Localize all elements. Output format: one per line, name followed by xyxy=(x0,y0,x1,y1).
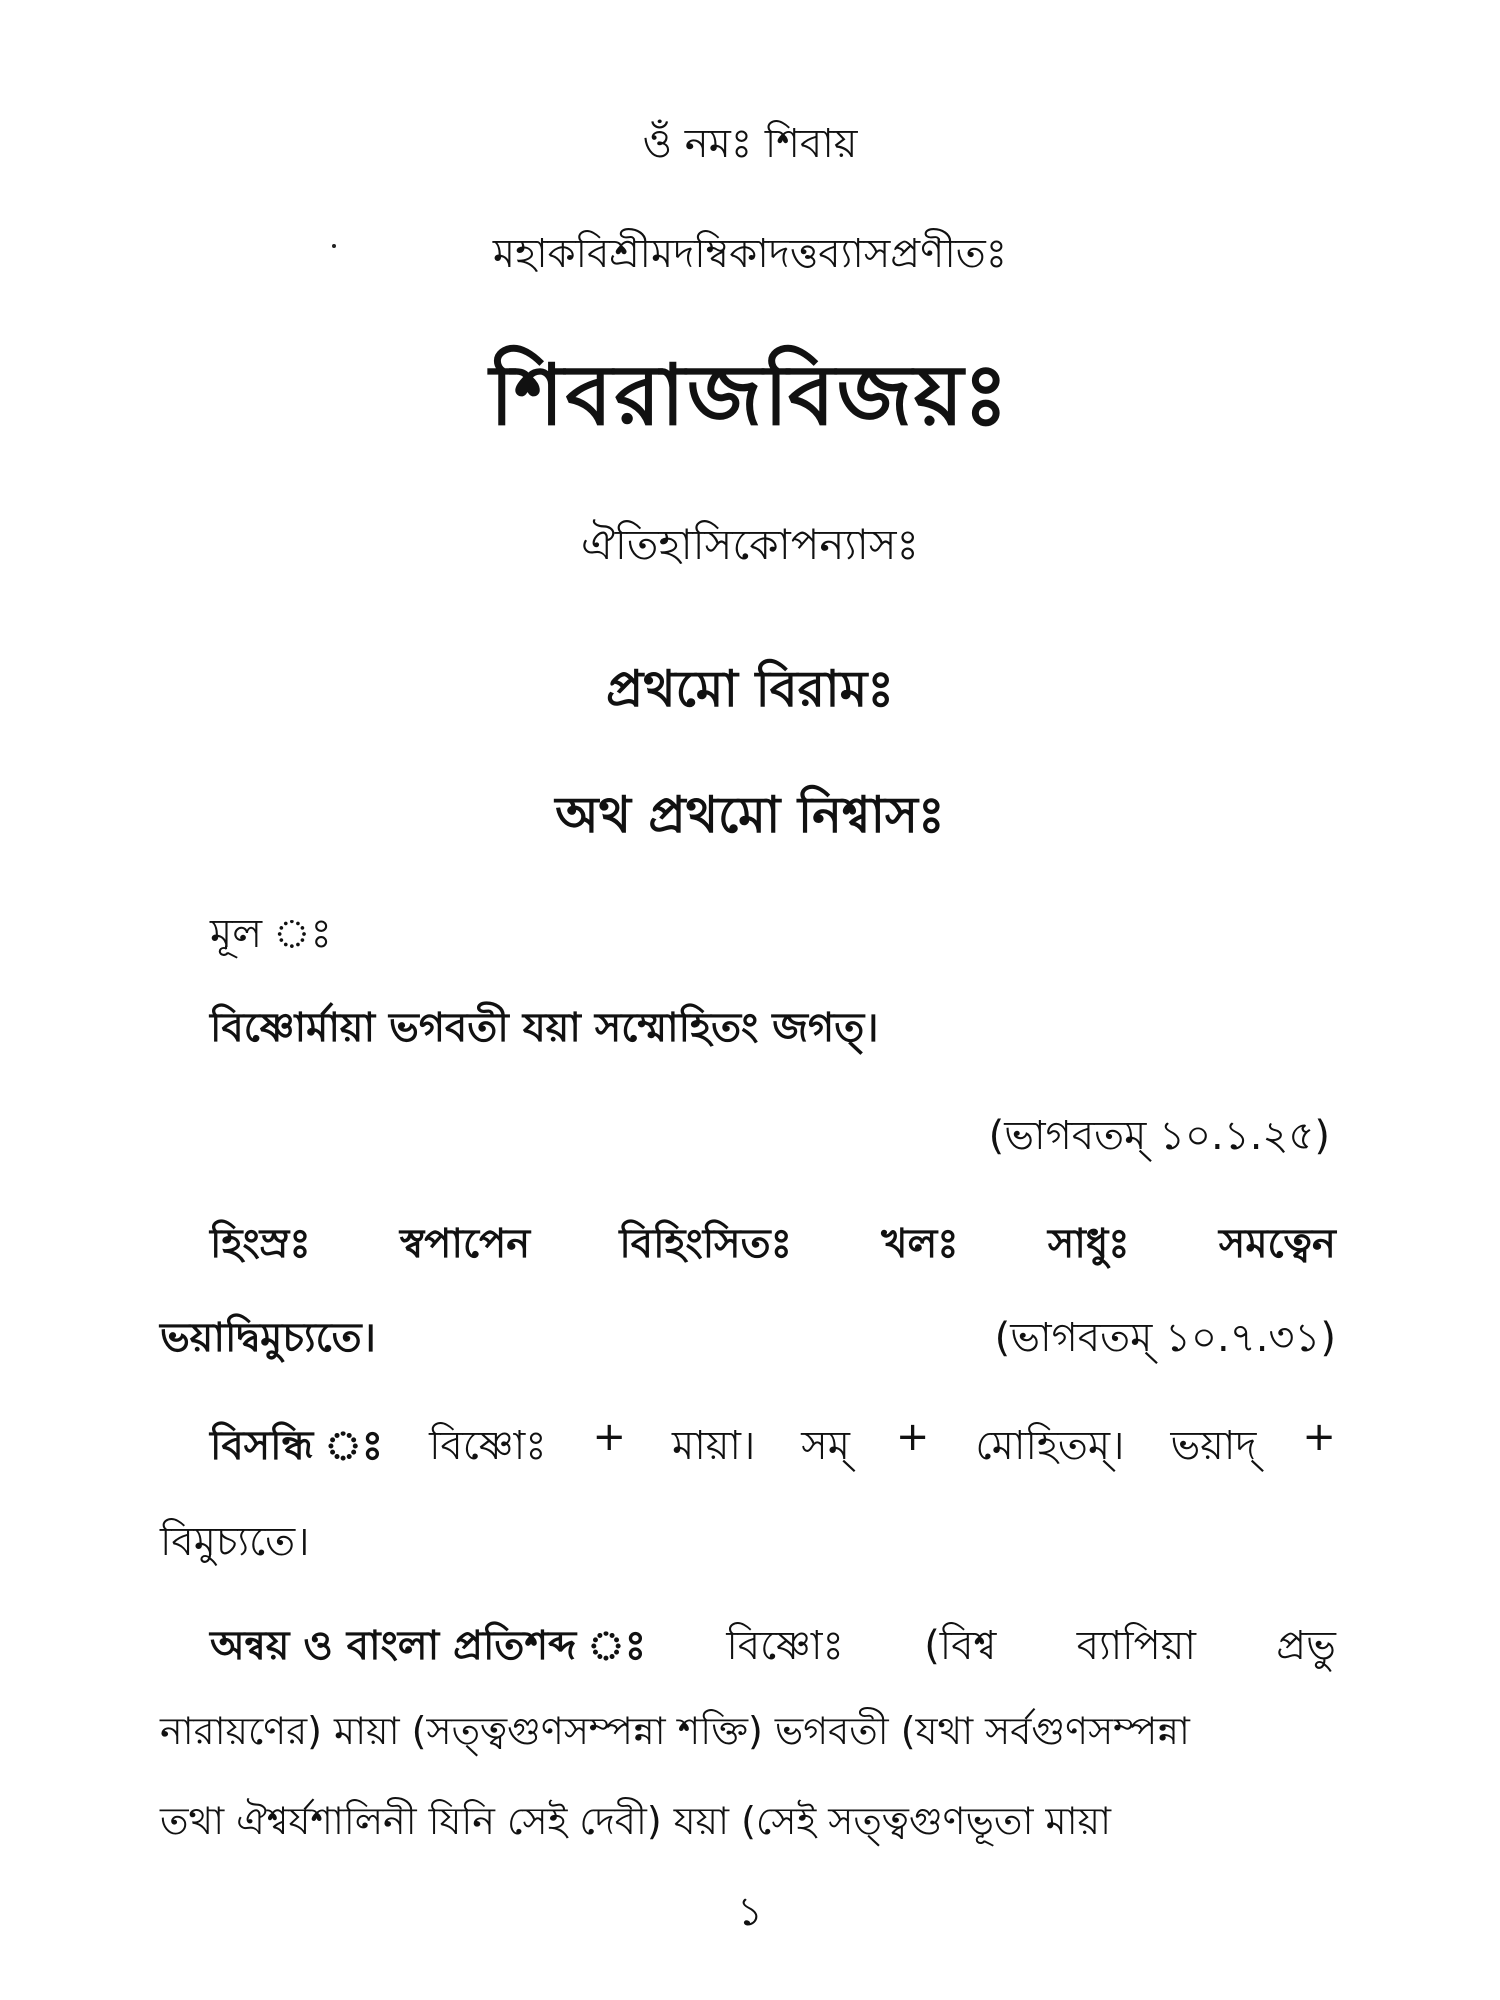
section-heading: অথ প্রথমো নিশ্বাসঃ xyxy=(555,786,945,844)
author-line: মহাকবিশ্রীমদম্বিকাদত্তব্যাসপ্রণীতঃ xyxy=(492,231,1008,277)
bisandhi-line-1 xyxy=(210,1414,1336,1481)
verse-2-line-2 xyxy=(160,1306,1336,1373)
anvaya-word: প্রভু xyxy=(1276,1623,1336,1669)
verse-1-reference: (ভাগবতম্ ১০.১.২৫) xyxy=(988,1113,1330,1159)
page-number: ১ xyxy=(737,1889,763,1935)
verse-2-word: বিহিংসিতঃ xyxy=(619,1221,792,1267)
bisandhi-word: সম্ xyxy=(801,1423,850,1469)
verse-2-word: স্বপাপেন xyxy=(399,1221,531,1267)
mula-label: মূল ঃ xyxy=(210,911,332,957)
verse-2-word: সমত্বেন xyxy=(1218,1221,1336,1267)
bisandhi-word: ভয়াদ্ xyxy=(1170,1423,1257,1469)
anvaya-line-1 xyxy=(210,1614,1336,1681)
verse-2-reference: (ভাগবতম্ ১০.৭.৩১) xyxy=(994,1315,1336,1361)
bisandhi-label: বিসন্ধি ঃ xyxy=(210,1423,384,1469)
invocation: ওঁ নমঃ শিবায় xyxy=(642,121,858,167)
book-subtitle: ঐতিহাসিকোপন্যাসঃ xyxy=(581,520,919,569)
chapter-heading: প্রথমো বিরামঃ xyxy=(605,660,895,718)
verse-1: বিষ্ণোর্মায়া ভগবতী যয়া সম্মোহিতং জগত্। xyxy=(210,1005,879,1051)
bisandhi-word: + xyxy=(1302,1414,1336,1460)
bisandhi-line-2: বিমুচ্যতে। xyxy=(160,1519,310,1565)
anvaya-word: বিষ্ণোঃ xyxy=(726,1623,844,1669)
anvaya-word: (বিশ্ব xyxy=(924,1623,997,1669)
verse-2-line-1 xyxy=(210,1212,1336,1279)
anvaya-word: ব্যাপিয়া xyxy=(1076,1623,1196,1669)
bisandhi-word: বিষ্ণোঃ xyxy=(429,1423,547,1469)
verse-2-end: ভয়াদ্বিমুচ্যতে। xyxy=(160,1315,376,1361)
verse-2-word: খলঃ xyxy=(881,1221,959,1267)
bisandhi-word: মোহিতম্। xyxy=(975,1423,1125,1469)
verse-2-word: সাধুঃ xyxy=(1047,1221,1130,1267)
anvaya-line-3: তথা ঐশ্বর্যশালিনী যিনি সেই দেবী) যয়া (সেই সত্ত্বগুণভূতা মায়া xyxy=(160,1799,1112,1843)
bisandhi-word: + xyxy=(895,1414,930,1460)
bisandhi-word: মায়া। xyxy=(672,1423,756,1469)
bisandhi-word: + xyxy=(592,1414,627,1460)
verse-2-word: হিংস্রঃ xyxy=(210,1221,311,1267)
anvaya-label: অন্বয় ও বাংলা প্রতিশব্দ ঃ xyxy=(210,1623,647,1669)
anvaya-line-2: নারায়ণের) মায়া (সত্ত্বগুণসম্পন্না শক্তি) ভগবতী (যথা সর্বগুণসম্পন্না xyxy=(160,1709,1190,1753)
book-title: শিবরাজবিজয়ঃ xyxy=(489,346,1011,444)
